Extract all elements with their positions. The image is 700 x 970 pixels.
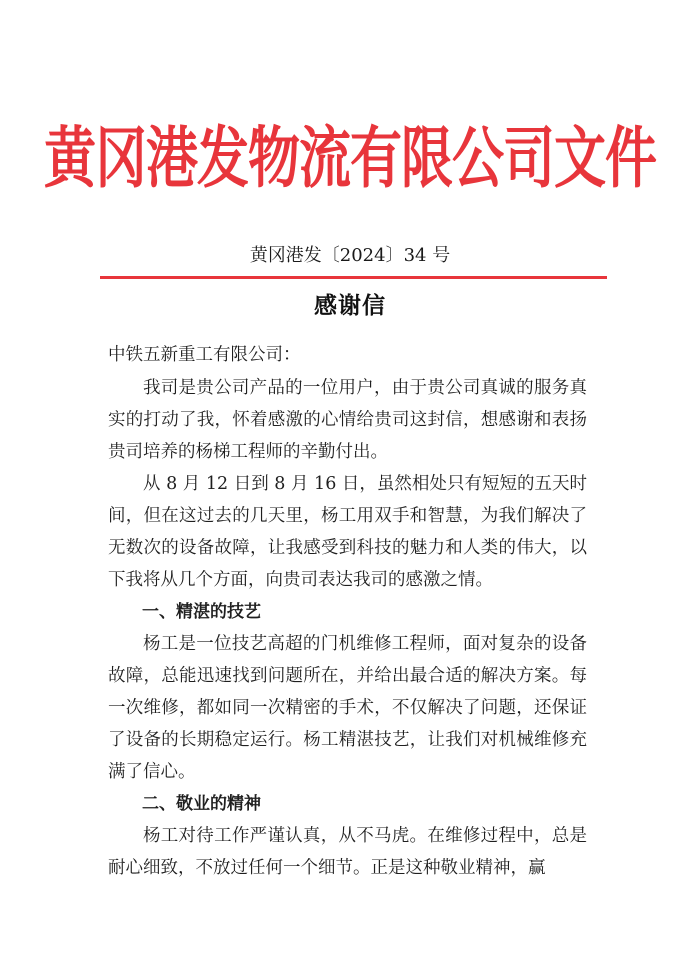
letter-body [108,339,587,884]
document-number: 黄冈港发〔2024〕34 号 [249,245,451,266]
section-heading-skill: 一、精湛的技艺 [142,602,261,622]
letter-title: 感谢信 [314,292,386,319]
document-header-title: 黄冈港发物流有限公司文件 [43,119,656,198]
section-text-dedication: 杨工对待工作严谨认真，从不马虎。在维修过程中，总是耐心细致，不放过任何一个细节。正是这种敬业精神，赢 [108,826,587,878]
letter-salutation: 中铁五新重工有限公司： [108,345,301,365]
body-paragraph-dates: 从 8 月 12 日到 8 月 16 日，虽然相处只有短短的五天时间，但在这过去的几天里，杨工用双手和智慧，为我们解决了无数次的设备故障，让我感受到科技的魅力和人类的伟大，以下我将从几个方面，向贵司表达我司的感激之情。 [108,474,587,590]
section-text-skill: 杨工是一位技艺高超的门机维修工程师，面对复杂的设备故障，总能迅速找到问题所在，并给出最合适的解决方案。每一次维修，都如同一次精密的手术，不仅解决了问题，还保证了设备的长期稳定运行。杨工精湛技艺，让我们对机械维修充满了信心。 [108,634,587,782]
section-heading-dedication: 二、敬业的精神 [142,794,261,814]
body-paragraph-intro: 我司是贵公司产品的一位用户，由于贵公司真诚的服务真实的打动了我，怀着感激的心情给贵司这封信，想感谢和表扬贵司培养的杨梯工程师的辛勤付出。 [108,378,587,462]
header-red-rule [100,276,607,279]
